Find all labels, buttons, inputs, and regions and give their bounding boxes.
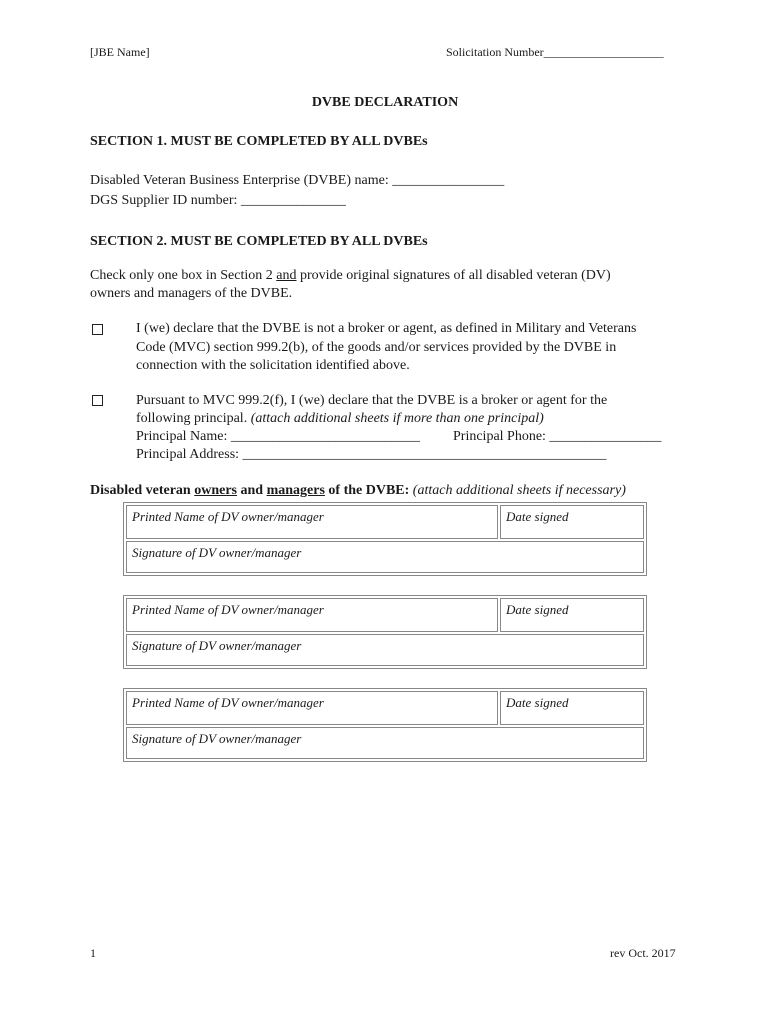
intro-text-before: Check only one box in Section 2 (90, 268, 277, 283)
owners-heading-owners: owners (194, 483, 237, 498)
printed-name-label: Printed Name of DV owner/manager (132, 509, 324, 524)
owners-heading-pre: Disabled veteran (90, 483, 195, 498)
checkbox-not-broker[interactable] (92, 324, 103, 335)
principal-phone-field[interactable]: Principal Phone: ________________ (453, 429, 662, 444)
section2-heading: SECTION 2. MUST BE COMPLETED BY ALL DVBEs (90, 234, 428, 249)
owners-heading-and: and (237, 483, 267, 498)
option2-line1: Pursuant to MVC 999.2(f), I (we) declare that the DVBE is a broker or agent for the (136, 393, 608, 408)
owners-heading-managers: managers (266, 483, 325, 498)
revision-date: rev Oct. 2017 (610, 946, 676, 960)
solicitation-number-field[interactable]: Solicitation Number____________________ (446, 45, 664, 59)
date-signed-label: Date signed (506, 602, 569, 617)
page-number: 1 (90, 946, 96, 960)
option2-line2 (136, 410, 544, 428)
date-signed-label: Date signed (506, 695, 569, 710)
principal-address-field[interactable]: Principal Address: ____________________________________________________ (136, 447, 607, 462)
option1-line1: I (we) declare that the DVBE is not a broker or agent, as defined in Military and Veterans (136, 321, 637, 336)
printed-name-label: Printed Name of DV owner/manager (132, 602, 324, 617)
option2-line2-text: following principal. (136, 411, 251, 426)
signature-block (123, 502, 647, 576)
signature-block (123, 688, 647, 762)
intro-and-underlined: and (276, 268, 297, 283)
signature-field[interactable] (126, 634, 644, 666)
date-signed-field[interactable] (500, 691, 644, 725)
printed-name-field[interactable] (126, 598, 498, 632)
section2-intro-line2: owners and managers of the DVBE. (90, 286, 293, 301)
supplier-id-field[interactable]: DGS Supplier ID number: _______________ (90, 193, 346, 208)
intro-text-after: provide original signatures of all disabled veteran (DV) (296, 268, 611, 283)
checkbox-broker-agent[interactable] (92, 395, 103, 406)
page-title: DVBE DECLARATION (311, 95, 459, 110)
printed-name-field[interactable] (126, 691, 498, 725)
signature-label: Signature of DV owner/manager (132, 731, 302, 746)
date-signed-label: Date signed (506, 509, 569, 524)
signature-block (123, 595, 647, 669)
date-signed-field[interactable] (500, 505, 644, 539)
jbe-name-header: [JBE Name] (90, 45, 150, 59)
owners-heading-note: (attach additional sheets if necessary) (412, 483, 626, 498)
owners-heading-post: of the DVBE: (324, 483, 413, 498)
signature-field[interactable] (126, 727, 644, 759)
printed-name-label: Printed Name of DV owner/manager (132, 695, 324, 710)
option1-line2: Code (MVC) section 999.2(b), of the goods and/or services provided by the DVBE in (136, 340, 617, 355)
section2-intro (90, 267, 611, 285)
dvbe-name-field[interactable]: Disabled Veteran Business Enterprise (DVBE) name: ________________ (90, 173, 505, 188)
signature-field[interactable] (126, 541, 644, 573)
signature-label: Signature of DV owner/manager (132, 638, 302, 653)
option2-line2-note: (attach additional sheets if more than one principal) (250, 411, 544, 426)
owners-heading (90, 482, 626, 500)
printed-name-field[interactable] (126, 505, 498, 539)
section1-heading: SECTION 1. MUST BE COMPLETED BY ALL DVBEs (90, 134, 428, 149)
date-signed-field[interactable] (500, 598, 644, 632)
signature-label: Signature of DV owner/manager (132, 545, 302, 560)
principal-name-field[interactable]: Principal Name: ___________________________ (136, 429, 420, 444)
option1-line3: connection with the solicitation identified above. (136, 358, 410, 373)
